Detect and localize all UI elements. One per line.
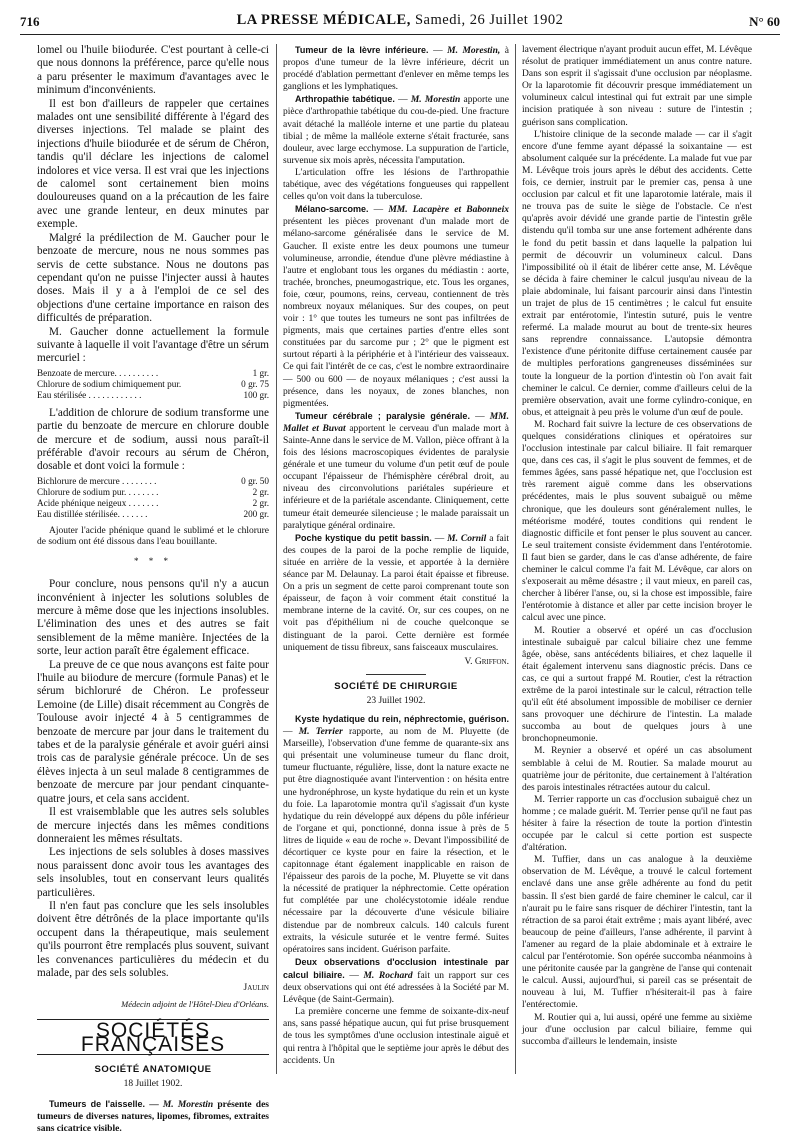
entry: Tumeur de la lèvre inférieure. — M. Morestin, à propos d'une tumeur de la lèvre inférieure, décrit un procédé d'ablation permettant d'enlever en même temps les ganglions et les lymphatiques. — [283, 45, 509, 93]
formula-ingredient: Benzoate de mercure. . . . . . . . . . — [37, 367, 159, 378]
entry-text: à propos d'une tumeur de la lèvre inférieure, décrit un procédé d'ablation permettant d'enlever en même temps les ganglions et les lymphatiques. — [283, 46, 509, 93]
formula-row — [37, 487, 269, 498]
formula-table-1 — [37, 368, 269, 401]
paragraph: Pour conclure, nous pensons qu'il n'y a aucun inconvénient à injecter les solutions solubles de mercure à même dose que les injections insolubles. L'élimination des unes et des autres se fait sensiblement de la même manière. Injectées de la sorte, leur action paraît être également efficace. — [37, 578, 269, 658]
entry: Tumeurs de l'aisselle. — M. Morestin présente des tumeurs de diverses natures, lipomes, fibromes, extraites sans cicatrice visible. — [37, 1098, 269, 1134]
formula-row — [37, 476, 269, 487]
paragraph: Il est vraisemblable que les autres sels solubles de mercure injectés dans les mêmes conditions donneraient les mêmes résultats. — [37, 806, 269, 845]
formula-row — [37, 498, 269, 509]
formula-quantity: 100 gr. — [243, 389, 269, 400]
session-date: 23 Juillet 1902. — [366, 695, 426, 706]
paragraph: lavement électrique n'ayant produit aucun effet, M. Lévêque résolut de pratiquer immédiatement un anus contre nature. Dans son esprit il s'agissait d'une occlusion par néoplasme. Or la laparotomie fit découvrir presque immédiatement un volumineux calcul intestinal qui fut extrait par une simple incision pratiquée à son niveau : suture de l'intestin ; guérison sans complication. — [522, 45, 752, 128]
paragraph: La première concerne une femme de soixante-dix-neuf ans, sans passé hépatique aucun, qui fut prise brusquement de tous les symptômes d'une occlusion intestinale aiguë et qui rentra à l'hôpital que le septième jour après le début des accidents. Un — [283, 1007, 509, 1066]
entry-text: présentent les pièces provenant d'un malade mort de mélano-sarcome généralisée dans le service de M. Gaucher. Il existe entre les deux poumons une tumeur volumineuse, arrondie, étendue d'une plèvre médiastine à l'autre et englobant tous les organes du médiastin : aorte, trachée, bronches, pneumogastrique, etc. Tous les organes, foie, cœur, poumons, reins, cerveau, contiennent de très nombreux noyaux mélaniques. Sur des coupes, on peut voir : 1° que toutes les tumeurs ne sont pas infiltrées de pigments, mais que certaines parties d'entre elles sont constituées par du sarcome pur ; 2° que le pigment est surtout réparti à la périphérie et à l'intérieur des vaisseaux. Ce qui fait l'intérêt de ce cas, c'est le nombre extraordinaire — 500 ou 600 — de noyaux mélaniques ; c'est aussi la présence, dans les noyaux, de zones blanches, non pigmentées. — [283, 217, 509, 409]
entry-author: M. Morestin, — [447, 46, 501, 56]
entry-heading: Poche kystique du petit bassin. — [295, 532, 432, 543]
journal-name: LA PRESSE MÉDICALE, — [236, 12, 411, 28]
column-3 — [522, 44, 752, 1074]
entry: Mélano-sarcome. — MM. Lacapère et Babonneix présentent les pièces provenant d'un malade mort de mélano-sarcome généralisée dans le service de M. Gaucher. Il existe entre les deux poumons une tumeur volumineuse, arrondie, étendue d'une plèvre médiastine à l'autre et englobant tous les organes du médiastin : aorte, trachée, bronches, pneumogastrique, etc. Tous les organes, foie, cœur, poumons, reins, cerveau, contiennent de très nombreux noyaux mélaniques. Sur des coupes, on peut voir : 1° que toutes les tumeurs ne sont pas infiltrées de pigments, mais que certaines parties d'entre elles sont constituées par du sarcome pur ; 2° que le pigment est surtout réparti à la périphérie et à l'intérieur des vaisseaux. Ce qui fait l'intérêt de ce cas, c'est le nombre extraordinaire — 500 ou 600 — de noyaux mélaniques ; c'est aussi la présence, dans les noyaux, de zones blanches, non pigmentées. — [283, 204, 509, 409]
page-header — [20, 12, 780, 35]
entry-author: M. Terrier — [298, 727, 343, 738]
formula-ingredient: Acide phénique neigeux . . . . . . . — [37, 497, 159, 508]
paragraph: M. Rochard fait suivre la lecture de ces observations de quelques considérations cliniques et opératoires sur l'occlusion intestinale par calcul biliaire. Il fait remarquer que, dans ces cas, il s'agit le plus souvent de femmes, et de femmes âgées, sans passé hépatique net, que l'occlusion est très rarement aiguë comme dans les observations précédentes, mais le plus souvent subaiguë ou même chronique, que les douleurs sont généralement nulles, le météorisme modéré, toutes conditions qui rendent le diagnostic difficile et font penser le plus souvent au cancer. Le seul traitement consiste évidemment dans l'entérotomie. Il faut bien se garder, dans le cas d'anse adhérente, de faire cheminer le calcul comme l'a fait M. Lévêque, car alors on s'exposerait au même désastre ; il vaut mieux, en pareil cas, chercher à libérer l'anse, ou, si la chose est impossible, faire l'entérotomie à distance et aller par cette incision broyer le calcul avec une pince. — [522, 419, 752, 624]
journal-title — [20, 12, 780, 29]
paragraph: M. Terrier rapporte un cas d'occlusion subaiguë chez un homme ; ce malade guérit. M. Terrier pense qu'il ne faut pas hésiter à faire la résection de toute la portion d'intestin occupée par le calcul si cette portion est suspecte d'altération. — [522, 794, 752, 854]
formula-ingredient: Eau stérilisée . . . . . . . . . . . . — [37, 389, 142, 400]
entry-text: a fait des coupes de la paroi de la poche remplie de liquide, située en arrière de la vessie, et apportée à la dernière séance par M. Delaunay. La paroi était épaisse et fibreuse. On a pris un segment de cette paroi comprenant toute son épaisseur, de façon à voir comment était constitué la membrane interne de la cavité. Or, sur ces coupes, on ne voit pas d'épithélium ni de couche quelconque se distinguant de la paroi. Cette dernière est formée uniquement de tissu fibreux, sans faisceaux musculaires. — [283, 533, 510, 653]
paragraph: M. Gaucher donne actuellement la formule suivante à laquelle il voit l'avantage d'être un sérum mercuriel : — [37, 325, 269, 365]
entry-heading: Mélano-sarcome. — [295, 204, 369, 215]
paragraph: Les injections de sels solubles à doses massives nous paraissent donc avoir tous les avantages des sels insolubles, tout en conservant leurs qualités particulières. — [37, 846, 269, 899]
entry-author: M. Rochard — [363, 970, 413, 981]
entry: Poche kystique du petit bassin. — M. Cornil a fait des coupes de la paroi de la poche remplie de liquide, située en arrière de la vessie, et apportée à la dernière séance par M. Delaunay. La paroi était épaisse et fibreuse. On a pris un segment de cette paroi comprenant toute son épaisseur, de façon à voir comment était constitué la membrane interne de la cavité. Or, sur ces coupes, on ne voit pas d'épithélium ni de couche quelconque se distinguant de la paroi. Cette dernière est formée uniquement de tissu fibreux, sans faisceaux musculaires. — [283, 532, 510, 653]
entry-author: M. Morestin — [410, 95, 461, 106]
paragraph: M. Tuffier, dans un cas analogue à la deuxième observation de M. Lévêque, a trouvé le calcul fortement enclavé dans une anse grêle adhérente au fond du petit bassin. Il s'est bien gardé de faire cheminer le calcul, car il n'aurait pu le faire sans risquer de déchirer l'intestin, tant la rétraction de sa paroi était extrême ; mais ayant libéré, avec beaucoup de peine d'ailleurs, l'anse adhérente, il parvint à l'amener au regard de la plaie abdominale et à extraire le calcul par l'entérotomie. Son opérée succomba néanmoins à une péritonite causée par la gangrène de l'anse qui contenait le calcul. Aussi, aujourd'hui, si pareil cas se présentait de nouveau à lui, M. Tuffier n'hésiterait-il pas à faire l'entérectomie. — [522, 855, 752, 1011]
formula-quantity: 0 gr. 75 — [241, 378, 269, 389]
paragraph: L'histoire clinique de la seconde malade — car il s'agit encore d'une femme ayant dépassé la soixantaine — est absolument calquée sur la précédente. La malade fut vue par M. Lévêque trois jours après le début des accidents. Cette fois, ce dernier, instruit par le premier cas, pensa à une occlusion par calcul et fit une laparotomie latérale, mais il ne trouva pas de suite le siège de l'obstacle. Ce n'est qu'après avoir dévidé une grande partie de l'intestin grêle distendu qu'il tomba sur une anse fortement adhérente dans le fond du petit bassin et dans laquelle la palpation lui permit de découvrir un volumineux calcul. Dans l'impossibilité où il était de libérer cette anse, M. Lévêque se décida à faire cheminer le calcul jusqu'au niveau de la plaie abdominale, lui faisant parcourir ainsi dans l'intestin un trajet de plus de 15 centimètres ; le calcul fut ensuite extrait par entérotomie, l'intestin suturé, puis le ventre refermé. La malade mourut au bout de trente-six heures sans reprendre connaissance. L'autopsie démontra l'existence d'une péritonite diffuse certainement causée par de multiples perforations gangreneuses disséminées sur toute la longueur de la portion d'intestin où l'on avait fait cheminer le calcul. Ce dernier, comme d'ailleurs celui de la première observation, avait une forme cylindro-conique, en obus, et atteignait à peu près le volume d'un œuf de poule. — [522, 129, 753, 418]
society-heading: SOCIÉTÉ ANATOMIQUE — [94, 1064, 212, 1075]
paragraph: M. Routier a observé et opéré un cas d'occlusion intestinale subaiguë par calcul biliaire chez une femme âgée, obèse, sans antécédents biliaires, et chez laquelle il était également intervenu sans diagnostic précis. Dans ce cas, ce qui a surtout frappé M. Routier, c'est la rétraction extrême de la paroi intestinale sur le calcul, rétraction telle qu'il eût été absolument impossible de mobiliser ce dernier sans provoquer une déchirure de l'intestin. La malade succomba au bout de quelques jours à une bronchopneumonie. — [522, 625, 752, 745]
paragraph: L'articulation offre les lésions de l'arthropathie tabétique, avec des végétations fongueuses qui rappellent celles qu'on voit dans la tuberculose. — [283, 167, 509, 203]
paragraph: M. Reynier a observé et opéré un cas absolument semblable à celui de M. Routier. Sa malade mourut au quatrième jour de péritonite, due certainement à l'altération des parois intestinales rétractées autour du calcul. — [522, 746, 752, 793]
column-2 — [283, 44, 509, 1074]
formula-row — [37, 368, 269, 379]
formula-quantity: 1 gr. — [252, 367, 269, 378]
page-number: 716 — [20, 14, 40, 29]
formula-quantity: 2 gr. — [252, 486, 269, 497]
formula-ingredient: Chlorure de sodium pur. . . . . . . . — [37, 486, 159, 497]
session-date: 18 Juillet 1902. — [123, 1079, 183, 1090]
entry-text: présente des tumeurs de diverses natures, lipomes, fibromes, extraites sans cicatrice visible. — [37, 1099, 269, 1134]
entry-heading: Kyste hydatique du rein, néphrectomie, guérison. — [295, 713, 509, 724]
formula-row — [37, 509, 269, 520]
divider — [366, 674, 426, 675]
paragraph: Malgré la prédilection de M. Gaucher pour le benzoate de mercure, nous ne nous sommes pas servis de cette substance. Nous ne doutons pas cependant qu'on ne puisse l'injecter aussi à hautes doses. Mais il y a à l'emploi de ce sel des objections d'une certaine importance en raison des difficultés de préparation. — [37, 231, 269, 325]
formula-table-2 — [37, 476, 269, 520]
entry: Tumeur cérébrale ; paralysie générale. — MM. Mallet et Buvat apportent le cerveau d'un malade mort à Sainte-Anne dans le service de M. Vallon, pièce offrant à la fois des lésions macroscopiques évidentes de paralysie générale et une tumeur du volume d'un petit œuf de poule occupant l'épaisseur de l'hémisphère cérébral droit, au niveau des circonvolutions pariétales supérieure et inférieure et de la pariétale ascendante. Cliniquement, cette tumeur était demeurée silencieuse ; le malade paraissait un paralytique général ordinaire. — [283, 410, 509, 531]
issue-date: Samedi, 26 Juillet 1902 — [414, 12, 564, 28]
paragraph: Il n'en faut pas conclure que les sels insolubles doivent être détrônés de la place importante qu'ils occupent dans la thérapeutique, mais seulement qu'ils pourront être remplacés plus souvent, suivant les convenances particulières du médecin et du malade, par des sels solubles. — [37, 899, 269, 979]
entry: Deux observations d'occlusion intestinale par calcul biliaire. — M. Rochard fait un rapport sur ces deux observations qui ont été adressées à la Société par M. Lévêque (de Saint-Germain). — [283, 956, 510, 1006]
paragraph: La preuve de ce que nous avançons est faite pour l'huile au biiodure de mercure (formule Panas) et le sérum bichloruré de Chéron. Le professeur Lemoine (de Lille) disait récemment au Congrès de Toulouse avoir injecté 4 à 5 centigrammes de benzoate de mercure par jour dans le traitement du tabes et de la paralysie générale et avoir guéri ainsi trois cas de paralysie générale précoce. Un de ses élèves injecta à un seul malade 8 centigrammes de benzoate de mercure par jour pendant cinquante-quatre jours, et cela sans accident. — [37, 658, 269, 805]
entry-text: fait un rapport sur ces deux observations qui ont été adressées à la Société par M. Lévêque (de Saint-Germain). — [283, 970, 510, 1006]
formula-row — [37, 390, 269, 401]
paragraph: L'addition de chlorure de sodium transforme une partie du benzoate de mercure en chlorure double de mercure et de sodium, aussi nous paraît-il préférable d'avoir recours au sérum de Chéron, dosable et dont voici la formule : — [37, 406, 269, 473]
section-stars: * * * — [134, 555, 172, 566]
paragraph: M. Routier qui a, lui aussi, opéré une femme au sixième jour d'une occlusion par calcul biliaire, femme qui succomba d'ailleurs le lendemain, insiste — [522, 1012, 752, 1047]
formula-quantity: 200 gr. — [243, 508, 269, 519]
entry-heading: Deux observations d'occlusion intestinale par calcul biliaire. — [283, 956, 509, 980]
column-rule-1 — [276, 44, 277, 1074]
paragraph: lomel ou l'huile biiodurée. C'est pourtant à celle-ci que nous donnons la préférence, parce qu'elle nous a paru présenter le maximum d'avantages avec le minimum d'inconvénients. — [37, 44, 269, 97]
column-rule-2 — [515, 44, 516, 1074]
column-1 — [37, 44, 269, 1134]
issue-number: N° 60 — [749, 14, 780, 29]
paragraph: Ajouter l'acide phénique quand le sublimé et le chlorure de sodium ont été dissous dans l'eau bouillante. — [37, 525, 269, 548]
author-title: Médecin adjoint de l'Hôtel-Dieu d'Orléans. — [121, 998, 269, 1009]
formula-quantity: 0 gr. 50 — [241, 475, 269, 486]
society-heading: SOCIÉTÉ DE CHIRURGIE — [334, 680, 458, 692]
formula-row — [37, 379, 269, 390]
formula-ingredient: Chlorure de sodium chimiquement pur. — [37, 378, 182, 389]
entry-heading: Arthropathie tabétique. — [295, 94, 395, 105]
entry-heading: Tumeur cérébrale ; paralysie générale. — [295, 410, 470, 421]
entry-text: apporte une pièce d'arthropathie tabétique du cou-de-pied. Une fracture avait détaché la malléole interne et une partie du plateau tibial ; de même la malléole externe s'était fracturée, sans douleur, avec large ecchymose. La suppuration de l'article, survenue six mois après, nécessita l'amputation. — [283, 95, 509, 166]
entry-text: apportent le cerveau d'un malade mort à Sainte-Anne dans le service de M. Vallon, pièce offrant à la fois des lésions macroscopiques évidentes de paralysie générale et une tumeur du volume d'un petit œuf de poule occupant l'épaisseur de l'hémisphère cérébral droit, au niveau des circonvolutions pariétales supérieure et inférieure et de la pariétale ascendante. Cliniquement, cette tumeur était demeurée silencieuse ; le malade paraissait un paralytique général ordinaire. — [283, 423, 509, 531]
entry-heading: Tumeurs de l'aisselle. — [49, 1098, 146, 1109]
author-signature: V. Griffon. — [464, 656, 509, 667]
formula-ingredient: Bichlorure de mercure . . . . . . . . — [37, 475, 157, 486]
formula-quantity: 2 gr. — [252, 497, 269, 508]
entry-author: M. Morestin — [162, 1099, 214, 1110]
entry: Kyste hydatique du rein, néphrectomie, guérison. — M. Terrier rapporte, au nom de M. Pluyette (de Marseille), l'observation d'une femme de quarante-six ans qui présentait une volumineuse tumeur du flanc droit, tumeur fluctuante, régulière, lisse, dont la nature exacte ne put être diagnostiquée avant l'intervention : on hésita entre une hydronéphrose, un kyste hydatique du rein et un kyste du foie. La laparotomie montra qu'il s'agissait d'un kyste hydatique du rein développé aux dépens du pôle inférieur de l'organe et qui, ponctionné, donna issue à près de 5 litres de liquide « eau de roche ». Devant l'impossibilité de décortiquer ce kyste pour en faire la résection, et le capitonnage étant également inapplicable en raison de l'épaisseur des parois de la poche, M. Pluyette se vit dans la nécessité de pratiquer la néphrectomie. Cette opération fut complétée par une cholécystotomie idéale rendue nécessaire par la découverte d'une vésicule biliaire distendue par de nombreux calculs. 140 calculs furent extraits, la vésicule suturée et le ventre fermé. Suites opératoires sans incident. Guérison parfaite. — [283, 713, 510, 955]
entry-author: M. Cornil — [447, 533, 487, 544]
paragraph: Il est bon d'ailleurs de rappeler que certaines malades ont une sensibilité différente à l'égard des diverses injections. Tel malade se plaint des injections d'huile biiodurée et de sérum de Chéron, tandis qu'il déclare les injections de calomel indolores et vice versa. Il est vrai que les injections de calomel sont certainement bien moins douloureuses quand on a la précaution de les faire avec une grande lenteur, en deux minutes par exemple. — [37, 97, 269, 231]
entry-text: rapporte, au nom de M. Pluyette (de Marseille), l'observation d'une femme de quarante-six ans qui présentait une volumineuse tumeur du flanc droit, tumeur fluctuante, régulière, lisse, dont la nature exacte ne put être diagnostiquée avant l'intervention : on hésita entre une hydronéphrose, un kyste hydatique du rein et un kyste du foie. La laparotomie montra qu'il s'agissait d'un kyste hydatique du rein développé aux dépens du pôle inférieur de l'organe et qui, ponctionné, donna issue à près de 5 litres de liquide « eau de roche ». Devant l'impossibilité de décortiquer ce kyste pour en faire la résection, et le capitonnage étant également inapplicable en raison de l'épaisseur des parois de la poche, M. Pluyette se vit dans la nécessité de pratiquer la néphrectomie. Cette opération fut complétée par une cholécystotomie idéale rendue nécessaire par la découverte d'une vésicule biliaire distendue par de nombreux calculs. 140 calculs furent extraits, la vésicule suturée et le ventre fermé. Suites opératoires sans incident. Guérison parfaite. — [283, 727, 510, 955]
section-banner: SOCIÉTÉS FRANÇAISES — [37, 1019, 269, 1055]
author-signature: Jaulin — [243, 983, 269, 994]
entry-author: MM. Lacapère et Babonneix — [388, 205, 509, 216]
entry-author: MM. Mallet et Buvat — [283, 411, 509, 434]
formula-ingredient: Eau distillée stérilisée. . . . . . . — [37, 508, 148, 519]
entry-heading: Tumeur de la lèvre inférieure. — [295, 45, 429, 55]
entry: Arthropathie tabétique. — M. Morestin apporte une pièce d'arthropathie tabétique du cou-de-pied. Une fracture avait détaché la malléole interne et une partie du plateau tibial ; de même la malléole externe s'était fracturée, sans douleur, avec large ecchymose. La suppuration de l'article, survenue six mois après, nécessita l'amputation. — [283, 94, 509, 166]
